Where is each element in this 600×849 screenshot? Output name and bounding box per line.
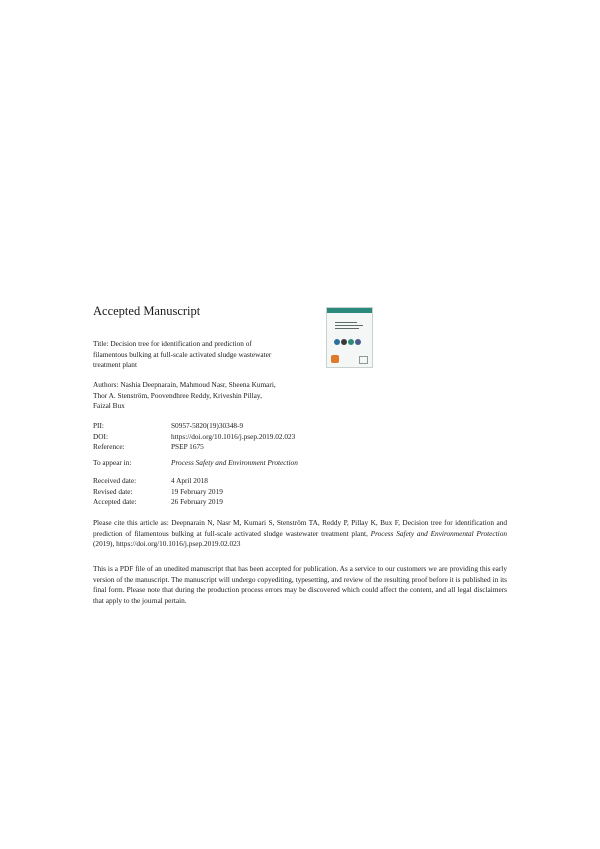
- reference-label: Reference:: [93, 442, 125, 451]
- article-authors: [93, 380, 318, 412]
- received-value: 4 April 2018: [171, 476, 208, 485]
- title-line: Title: Decision tree for identification and prediction of: [93, 339, 252, 348]
- cover-circle: [341, 339, 347, 345]
- accepted-value: 26 February 2019: [171, 497, 223, 506]
- disclaimer-paragraph: This is a PDF file of an unedited manuscript that has been accepted for publication. As a service to our customers we are providing this early version of the manuscript. The manuscript will undergo copyediting, typesetting, and review of the resulting proof before it is published in its final form. Please note that during the production process errors may be discovered which could affect the content, and all legal disclaimers that apply to the journal pertain.: [93, 564, 507, 605]
- title-line: filamentous bulking at full-scale activated sludge wastewater: [93, 349, 272, 359]
- cover-title-line: [335, 322, 357, 323]
- citation-paragraph: [93, 518, 507, 550]
- cover-title-line: [335, 325, 363, 326]
- page-heading: Accepted Manuscript: [93, 304, 201, 318]
- journal-cover-thumbnail: [326, 307, 373, 368]
- cover-title-line: [335, 328, 359, 329]
- authors-line: Thor A. Stenström, Poovendhree Reddy, Kriveshin Pillay,: [93, 390, 262, 400]
- cover-band: [327, 308, 372, 313]
- citation-text: Please cite this article as: Deepnarain N, Nasr M, Kumari S, Stenström TA, Reddy P, Pillay K, Bux F, Decision tree for identification and prediction of filamentous bulking at full-scale activated sludge wastewater treatment plant,: [93, 518, 507, 538]
- accepted-label: Accepted date:: [93, 497, 137, 506]
- citation-journal: Process Safety and Environmental Protection: [370, 528, 507, 538]
- cover-image-strip: [334, 339, 361, 345]
- revised-value: 19 February 2019: [171, 486, 223, 496]
- citation-doi[interactable]: (2019), https://doi.org/10.1016/j.psep.2019.02.023: [93, 539, 241, 548]
- reference-value: PSEP 1675: [171, 442, 204, 451]
- article-title: [93, 339, 318, 371]
- doi-link[interactable]: https://doi.org/10.1016/j.psep.2019.02.023: [171, 431, 296, 441]
- revised-label: Revised date:: [93, 486, 133, 496]
- received-label: Received date:: [93, 476, 137, 485]
- doi-label: DOI:: [93, 431, 108, 441]
- journal-emblem-icon: [359, 356, 368, 364]
- journal-name: Process Safety and Environment Protection: [171, 458, 298, 467]
- authors-line: Faizal Bux: [93, 401, 125, 410]
- authors-line: Authors: Nashia Deepnarain, Mahmoud Nasr, Sheena Kumari,: [93, 380, 276, 389]
- title-line: treatment plant: [93, 360, 137, 369]
- cover-circle: [355, 339, 361, 345]
- pii-label: PII:: [93, 421, 104, 430]
- publisher-logo-icon: [331, 355, 339, 363]
- appear-label: To appear in:: [93, 458, 132, 467]
- cover-circle: [334, 339, 340, 345]
- cover-circle: [348, 339, 354, 345]
- pii-value: S0957-5820(19)30348-9: [171, 421, 244, 430]
